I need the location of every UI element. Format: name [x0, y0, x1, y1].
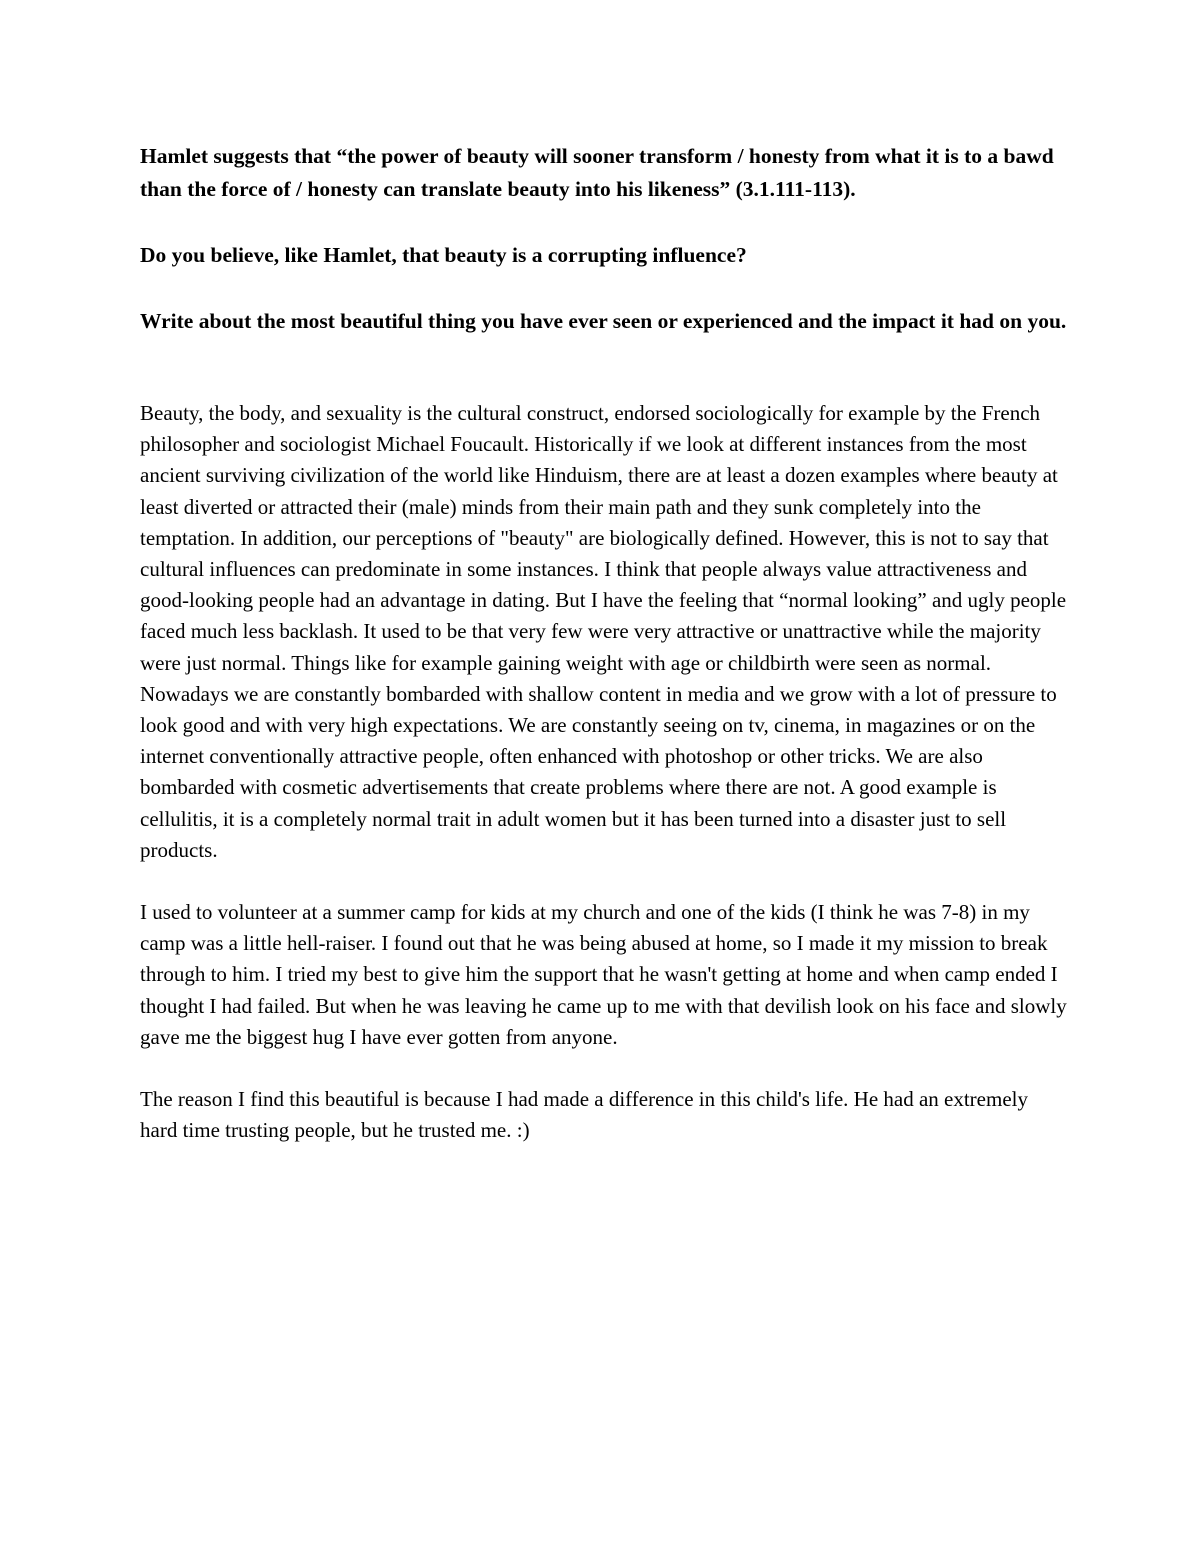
prompt-instruction: Write about the most beautiful thing you have ever seen or experienced and the impact it had on you.: [140, 309, 1067, 333]
essay-paragraph-beauty-construct: Beauty, the body, and sexuality is the cultural construct, endorsed sociologically for example by the French philosopher and sociologist Michael Foucault. Historically if we look at different instances from the most ancient surviving civilization of the world like Hinduism, there are at least a dozen examples where beauty at least diverted or attracted their (male) minds from their main path and they sunk completely into the temptation. In addition, our perceptions of "beauty" are biologically defined. However, this is not to say that cultural influences can predominate in some instances. I think that people always value attractiveness and good-looking people had an advantage in dating. But I have the feeling that “normal looking” and ugly people faced much less backlash. It used to be that very few were very attractive or unattractive while the majority were just normal. Things like for example gaining weight with age or childbirth were seen as normal. Nowadays we are constantly bombarded with shallow content in media and we grow with a lot of pressure to look good and with very high expectations. We are constantly seeing on tv, cinema, in magazines or on the internet conventionally attractive people, often enhanced with photoshop or other tricks. We are also bombarded with cosmetic advertisements that create problems where there are not. A good example is cellulitis, it is a completely normal trait in adult women but it has been turned into a disaster just to sell products.: [140, 401, 1067, 862]
essay-paragraph-conclusion: The reason I find this beautiful is because I had made a difference in this child's life. He had an extremely hard time trusting people, but he trusted me. :): [140, 1087, 1028, 1143]
essay-paragraph-summer-camp: I used to volunteer at a summer camp for kids at my church and one of the kids (I think he was 7-8) in my camp was a little hell-raiser. I found out that he was being abused at home, so I made it my mission to break through to him. I tried my best to give him the support that he wasn't getting at home and when camp ended I thought I had failed. But when he was leaving he came up to me with that devilish look on his face and slowly gave me the biggest hug I have ever gotten from anyone.: [140, 900, 1067, 1049]
prompt-hamlet-quote: Hamlet suggests that “the power of beauty will sooner transform / honesty from what it is to a bawd than the force of / honesty can translate beauty into his likeness” (3.1.111-113).: [140, 144, 1054, 201]
document-body: [140, 140, 1070, 1177]
prompt-question: Do you believe, like Hamlet, that beauty is a corrupting influence?: [140, 243, 747, 267]
